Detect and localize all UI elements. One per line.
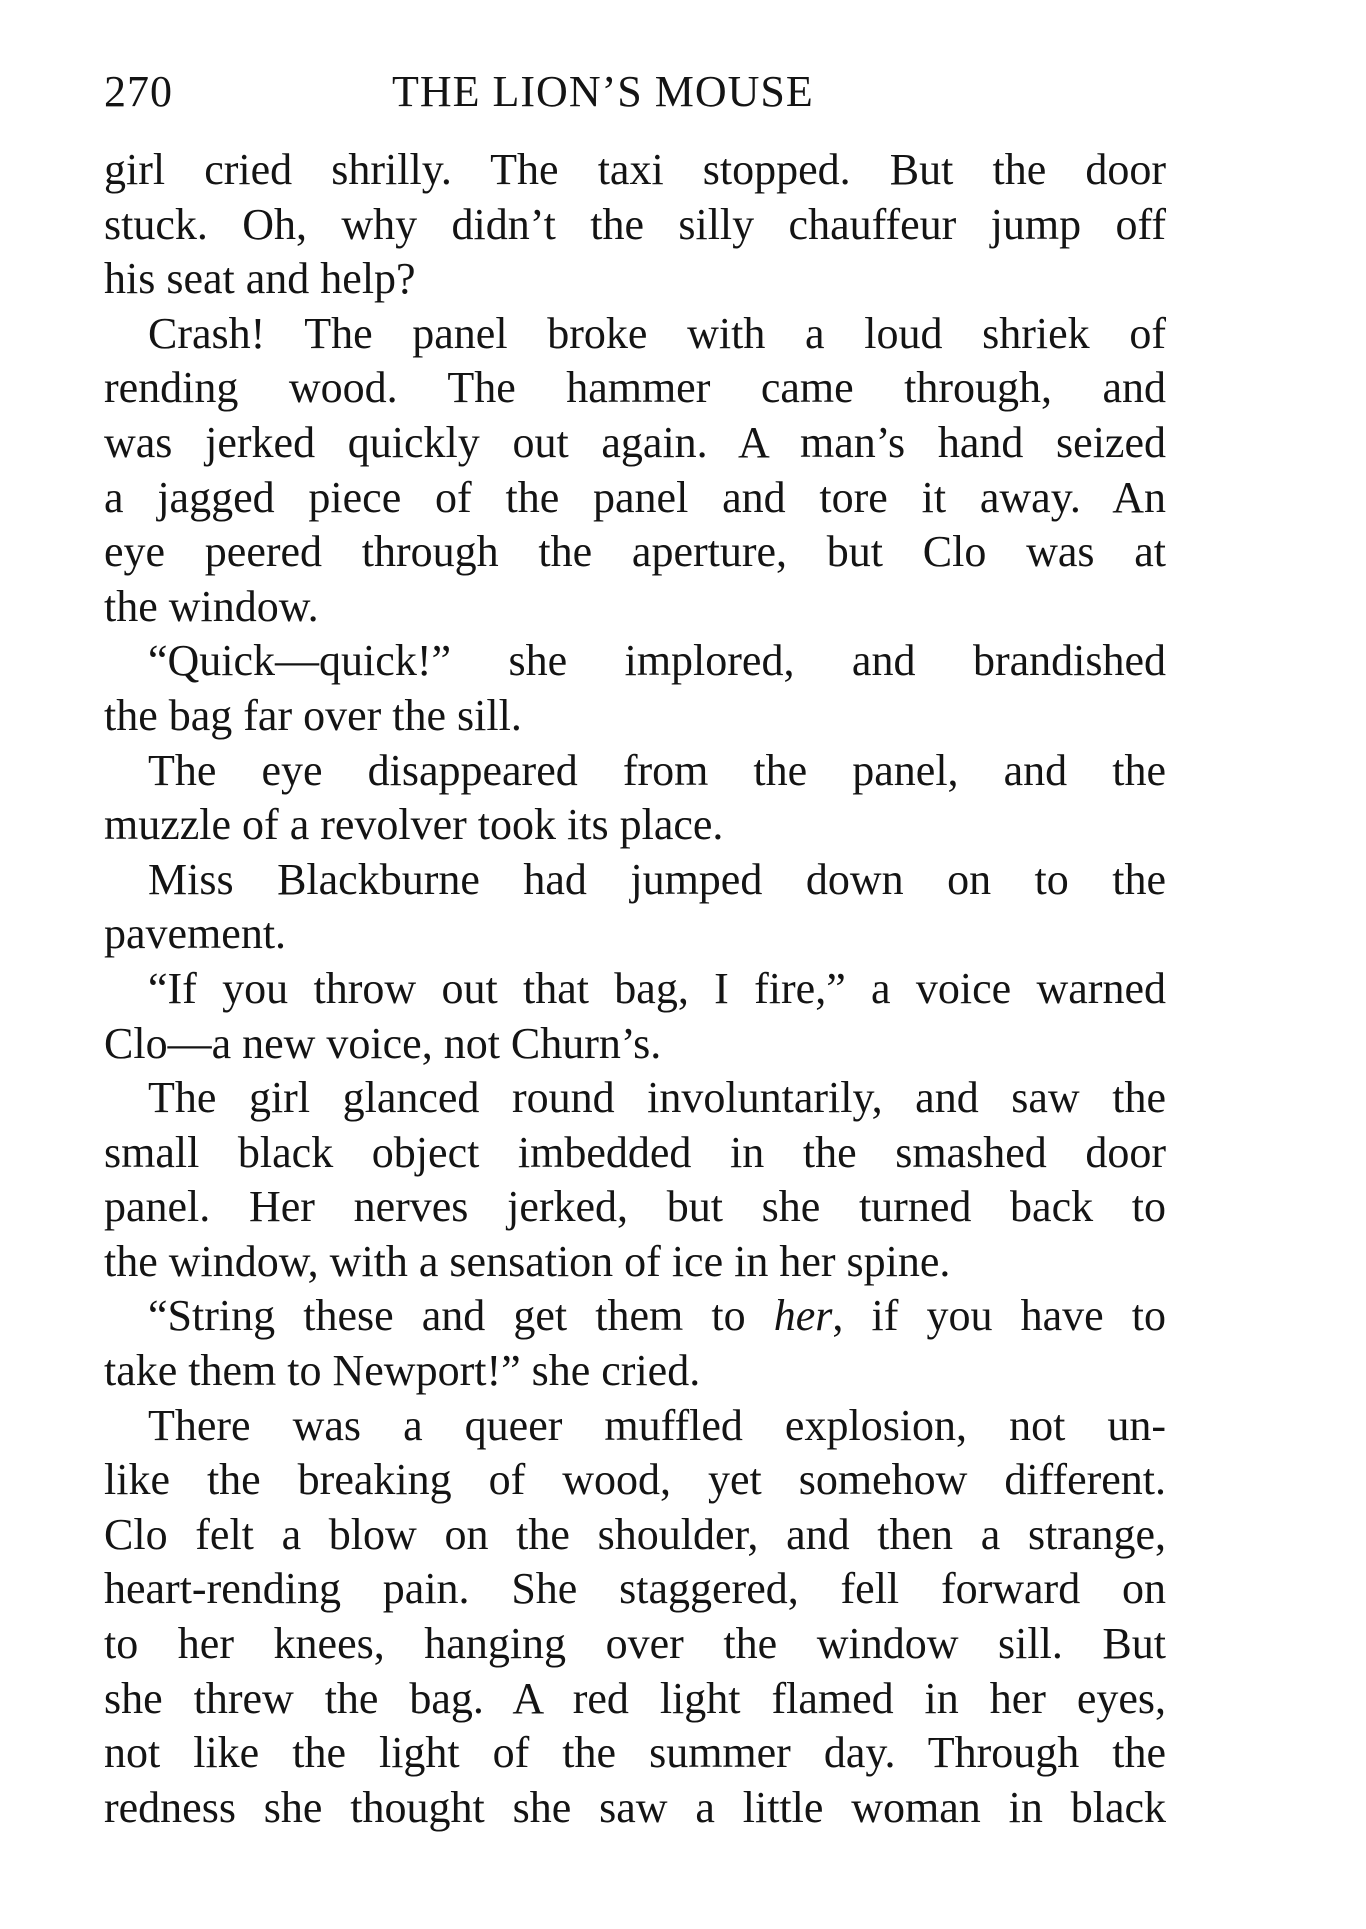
text-line: The girl glanced round involuntarily, and saw the xyxy=(148,1073,1166,1123)
text-line: There was a queer muffled explosion, not un- xyxy=(148,1400,1166,1450)
text-line: a jagged piece of the panel and tore it away. An xyxy=(104,472,1166,522)
text-line: eye peered through the aperture, but Clo was at xyxy=(104,527,1166,577)
text-line: not like the light of the summer day. Through the xyxy=(104,1728,1166,1778)
text-line: was jerked quickly out again. A man’s hand seized xyxy=(104,417,1166,467)
text-line: Clo—a new voice, not Churn’s. xyxy=(104,1018,662,1068)
text-line: small black object imbedded in the smashed door xyxy=(104,1127,1166,1177)
text-line: Miss Blackburne had jumped down on to the xyxy=(148,854,1166,904)
text-line: pavement. xyxy=(104,909,287,959)
emphasis-text: her xyxy=(773,1291,833,1341)
text-line: Crash! The panel broke with a loud shriek of xyxy=(148,308,1166,358)
running-head: THE LION’S MOUSE xyxy=(392,67,814,116)
text-line: girl cried shrilly. The taxi stopped. But the door xyxy=(104,145,1166,194)
text-line: “Quick—quick!” she implored, and brandished xyxy=(148,636,1166,686)
text-line xyxy=(104,1289,1166,1344)
text-line: muzzle of a revolver took its place. xyxy=(104,800,724,850)
text-line: rending wood. The hammer came through, and xyxy=(104,363,1166,413)
text-line: stuck. Oh, why didn’t the silly chauffeur jump off xyxy=(104,199,1166,249)
text-line: “If you throw out that bag, I fire,” a voice warned xyxy=(148,963,1166,1013)
text-line: the window. xyxy=(104,581,319,631)
text-segment: “String these and get them to xyxy=(148,1291,774,1341)
text-line: to her knees, hanging over the window sill. But xyxy=(104,1619,1166,1669)
text-line: The eye disappeared from the panel, and the xyxy=(148,745,1166,795)
text-line: the bag far over the sill. xyxy=(104,690,522,740)
text-line: take them to Newport!” she cried. xyxy=(104,1346,701,1396)
page-number: 270 xyxy=(104,67,173,116)
text-line: redness she thought she saw a little woman in black xyxy=(104,1782,1166,1832)
page-header xyxy=(104,62,1164,132)
text-line: Clo felt a blow on the shoulder, and then a strange, xyxy=(104,1509,1166,1559)
text-line: panel. Her nerves jerked, but she turned back to xyxy=(104,1182,1166,1232)
text-line: his seat and help? xyxy=(104,254,416,304)
text-line: like the breaking of wood, yet somehow different. xyxy=(104,1455,1166,1505)
text-line: the window, with a sensation of ice in her spine. xyxy=(104,1236,951,1286)
body-text xyxy=(104,143,1166,1835)
text-segment: , if you have to xyxy=(832,1291,1166,1341)
text-line: she threw the bag. A red light flamed in her eyes, xyxy=(104,1673,1166,1723)
text-line: heart-rending pain. She staggered, fell forward on xyxy=(104,1564,1166,1614)
